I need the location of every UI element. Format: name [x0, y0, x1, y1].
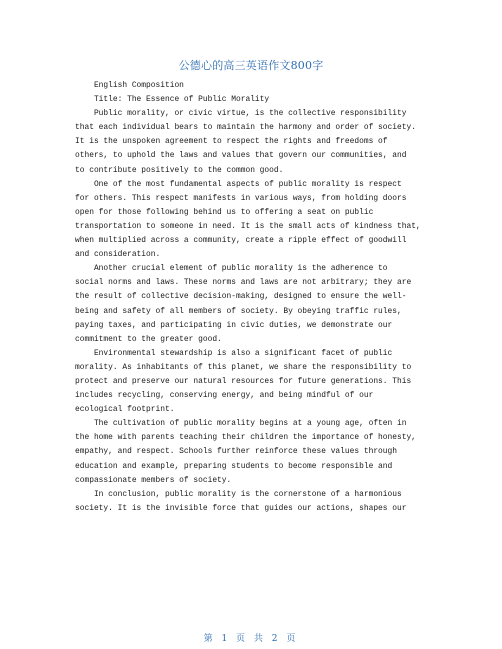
text-line: empathy, and respect. Schools further reinforce these values through: [75, 447, 397, 457]
text-line: the home with parents teaching their children the importance of honesty,: [75, 433, 416, 443]
text-line: when multiplied across a community, create a ripple effect of goodwill: [75, 236, 407, 246]
text-line: Title: The Essence of Public Morality: [75, 95, 270, 105]
text-line: open for those following behind us to offering a seat on public: [75, 207, 374, 217]
text-line: the result of collective decision-making, designed to ensure the well-: [75, 292, 407, 302]
text-line: morality. As inhabitants of this planet, we share the responsibility to: [75, 362, 412, 372]
document-body: [75, 79, 427, 516]
text-line: and consideration.: [75, 250, 161, 260]
text-line: others, to uphold the laws and values that govern our communities, and: [75, 151, 407, 161]
text-line: education and example, preparing students to become responsible and: [75, 461, 393, 471]
text-line: society. It is the invisible force that guides our actions, shapes our: [75, 503, 407, 513]
text-line: to contribute positively to the common good.: [75, 165, 284, 175]
text-line: that each individual bears to maintain the harmony and order of society.: [75, 123, 416, 133]
text-line: transportation to someone in need. It is the small acts of kindness that,: [75, 221, 421, 231]
page-number: 第 1 页 共 2 页: [203, 634, 299, 644]
text-line: The cultivation of public morality begins at a young age, often in: [75, 419, 407, 429]
text-line: It is the unspoken agreement to respect the rights and freedoms of: [75, 137, 388, 147]
text-line: paying taxes, and participating in civic duties, we demonstrate our: [75, 320, 393, 330]
text-line: Public morality, or civic virtue, is the collective responsibility: [75, 109, 407, 119]
text-line: ecological footprint.: [75, 405, 175, 415]
document-title: 公德心的高三英语作文800字: [178, 59, 324, 72]
text-line: English Composition: [75, 81, 184, 90]
text-line: for others. This respect manifests in various ways, from holding doors: [75, 193, 407, 203]
text-line: social norms and laws. These norms and laws are not arbitrary; they are: [75, 278, 412, 288]
text-line: includes recycling, conserving energy, and being mindful of our: [75, 391, 374, 401]
text-line: compassionate members of society.: [75, 475, 232, 485]
text-line: Another crucial element of public morality is the adherence to: [75, 264, 388, 274]
text-line: In conclusion, public morality is the cornerstone of a harmonious: [75, 489, 402, 499]
text-line: Environmental stewardship is also a significant facet of public: [75, 348, 393, 358]
text-line: commitment to the greater good.: [75, 334, 222, 344]
text-line: being and safety of all members of society. By obeying traffic rules,: [75, 306, 402, 316]
text-line: One of the most fundamental aspects of public morality is respect: [75, 179, 402, 189]
text-line: protect and preserve our natural resources for future generations. This: [75, 376, 412, 386]
